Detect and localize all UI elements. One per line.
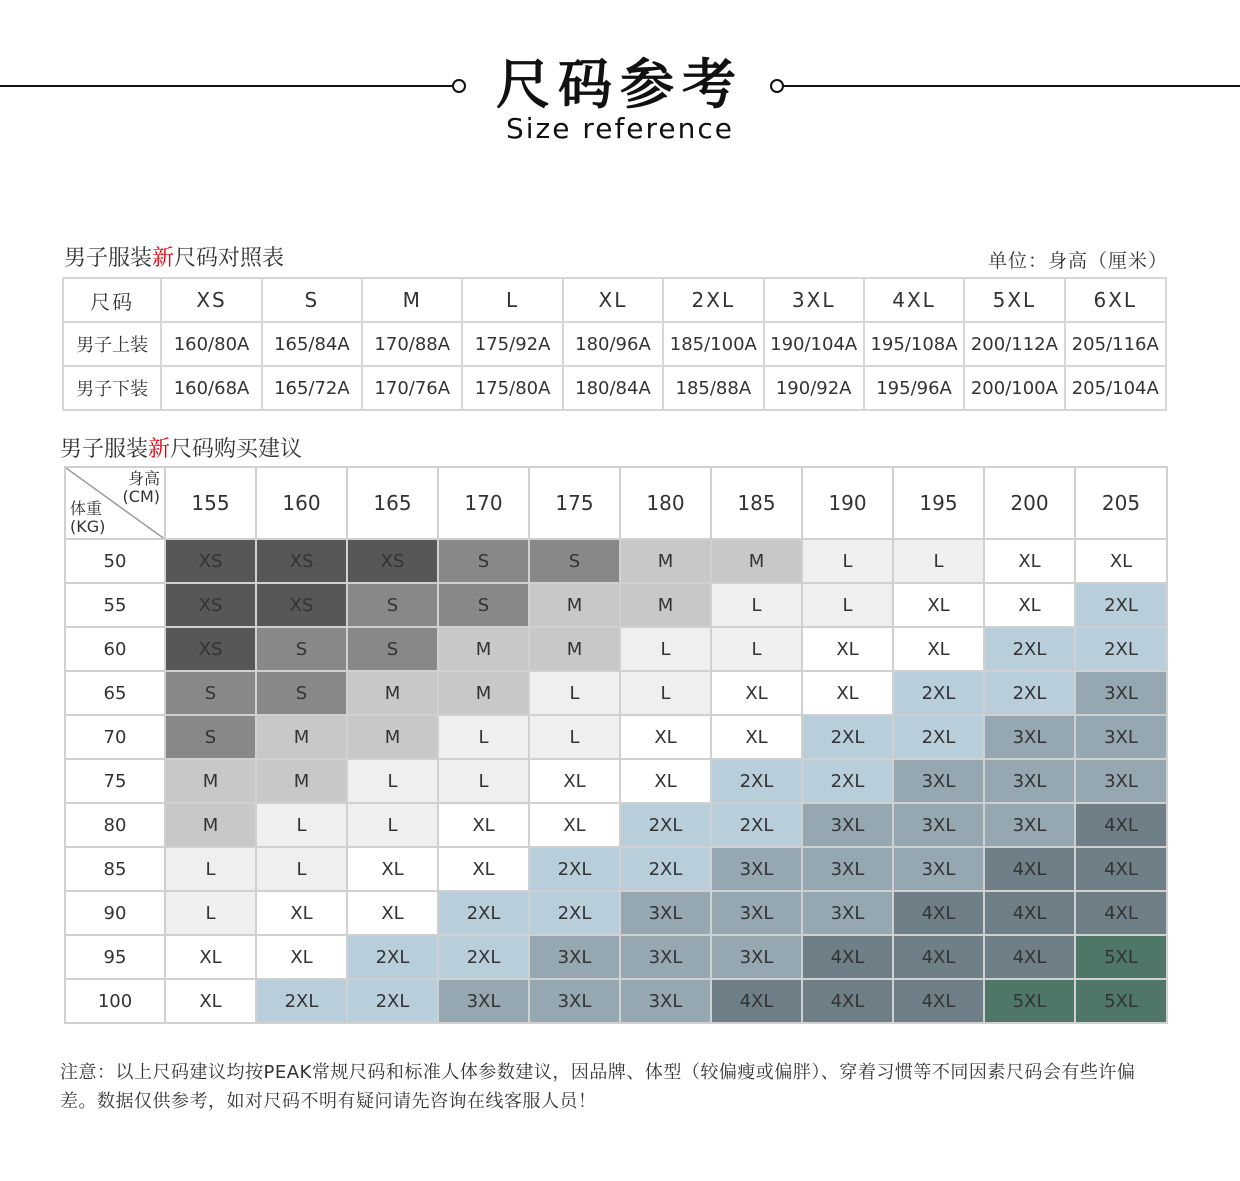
corner-height-unit: (CM) bbox=[122, 487, 160, 506]
size-advice-cell: 3XL bbox=[711, 847, 802, 891]
weight-row-header: 75 bbox=[65, 759, 165, 803]
size-advice-cell: XL bbox=[893, 583, 984, 627]
weight-row-header: 100 bbox=[65, 979, 165, 1023]
header-left-circle-icon bbox=[452, 79, 466, 93]
size-advice-cell: 2XL bbox=[1075, 583, 1167, 627]
size-advice-cell: 5XL bbox=[984, 979, 1075, 1023]
table-row bbox=[65, 979, 1167, 1023]
size-advice-cell: L bbox=[438, 759, 529, 803]
size-table-title-highlight: 新 bbox=[152, 246, 175, 271]
size-advice-cell: 2XL bbox=[620, 847, 711, 891]
weight-row-header: 95 bbox=[65, 935, 165, 979]
size-advice-cell: 4XL bbox=[984, 891, 1075, 935]
size-advice-cell: L bbox=[711, 583, 802, 627]
size-advice-cell: 3XL bbox=[802, 803, 893, 847]
height-column-header: 165 bbox=[347, 467, 438, 539]
size-advice-cell: 2XL bbox=[1075, 627, 1167, 671]
size-advice-cell: 2XL bbox=[984, 671, 1075, 715]
size-advice-cell: 3XL bbox=[1075, 715, 1167, 759]
advice-table-title-prefix: 男子服装 bbox=[60, 437, 149, 462]
table-cell: 205/116A bbox=[1065, 322, 1166, 366]
size-table-title-prefix: 男子服装 bbox=[64, 246, 153, 271]
size-advice-cell: 2XL bbox=[347, 935, 438, 979]
size-advice-cell: L bbox=[529, 715, 620, 759]
weight-row-header: 70 bbox=[65, 715, 165, 759]
size-advice-cell: L bbox=[347, 803, 438, 847]
size-advice-cell: 3XL bbox=[802, 891, 893, 935]
size-advice-cell: S bbox=[256, 671, 347, 715]
weight-row-header: 80 bbox=[65, 803, 165, 847]
size-advice-cell: L bbox=[256, 847, 347, 891]
size-advice-cell: XL bbox=[256, 935, 347, 979]
size-advice-cell: M bbox=[256, 759, 347, 803]
size-advice-cell: M bbox=[438, 627, 529, 671]
size-advice-cell: M bbox=[165, 759, 256, 803]
size-advice-cell: 5XL bbox=[1075, 935, 1167, 979]
size-advice-cell: XL bbox=[802, 627, 893, 671]
table-row bbox=[65, 627, 1167, 671]
size-advice-cell: 3XL bbox=[711, 935, 802, 979]
corner-height-label-text: 身高 bbox=[127, 469, 160, 488]
table-cell: 170/88A bbox=[362, 322, 462, 366]
height-column-header: 160 bbox=[256, 467, 347, 539]
size-advice-cell: 5XL bbox=[1075, 979, 1167, 1023]
size-advice-cell: 3XL bbox=[620, 979, 711, 1023]
height-header-row bbox=[65, 467, 1167, 539]
table-cell: 200/100A bbox=[964, 366, 1064, 410]
size-advice-cell: L bbox=[256, 803, 347, 847]
table-cell: 195/96A bbox=[864, 366, 964, 410]
size-advice-cell: L bbox=[711, 627, 802, 671]
table-cell: 175/80A bbox=[462, 366, 562, 410]
height-column-header: 185 bbox=[711, 467, 802, 539]
size-advice-cell: L bbox=[893, 539, 984, 583]
size-advice-cell: 2XL bbox=[893, 671, 984, 715]
size-advice-cell: S bbox=[438, 583, 529, 627]
size-advice-cell: 3XL bbox=[438, 979, 529, 1023]
size-advice-cell: XL bbox=[984, 583, 1075, 627]
advice-table-title bbox=[60, 436, 302, 464]
size-advice-table bbox=[64, 466, 1168, 1024]
size-advice-cell: 3XL bbox=[1075, 671, 1167, 715]
table-cell: 180/96A bbox=[563, 322, 663, 366]
size-advice-cell: 2XL bbox=[347, 979, 438, 1023]
size-advice-cell: 3XL bbox=[984, 803, 1075, 847]
size-advice-cell: XS bbox=[165, 627, 256, 671]
table-row bbox=[65, 935, 1167, 979]
size-advice-cell: M bbox=[256, 715, 347, 759]
size-advice-cell: XS bbox=[256, 583, 347, 627]
size-advice-cell: M bbox=[529, 627, 620, 671]
size-advice-cell: 3XL bbox=[620, 935, 711, 979]
size-advice-cell: XL bbox=[620, 759, 711, 803]
size-advice-cell: XL bbox=[620, 715, 711, 759]
table-cell: 200/112A bbox=[964, 322, 1064, 366]
size-advice-cell: M bbox=[165, 803, 256, 847]
size-advice-cell: XL bbox=[529, 803, 620, 847]
table-row bbox=[65, 847, 1167, 891]
size-advice-cell: S bbox=[438, 539, 529, 583]
advice-table-title-highlight: 新 bbox=[148, 437, 171, 462]
page-title: 尺码参考 bbox=[496, 53, 744, 116]
size-advice-cell: M bbox=[620, 539, 711, 583]
size-advice-cell: 4XL bbox=[1075, 803, 1167, 847]
table-cell: 170/76A bbox=[362, 366, 462, 410]
size-column-header: S bbox=[262, 278, 362, 322]
size-advice-cell: 2XL bbox=[802, 759, 893, 803]
size-advice-cell: XS bbox=[347, 539, 438, 583]
page-subtitle: Size reference bbox=[505, 112, 735, 145]
table-row bbox=[65, 759, 1167, 803]
size-column-header: XL bbox=[563, 278, 663, 322]
size-advice-cell: 2XL bbox=[893, 715, 984, 759]
size-advice-cell: L bbox=[165, 847, 256, 891]
header-right-line bbox=[783, 85, 1240, 87]
size-advice-cell: XS bbox=[256, 539, 347, 583]
size-advice-cell: S bbox=[256, 627, 347, 671]
corner-weight-label bbox=[70, 500, 105, 536]
table-row bbox=[65, 891, 1167, 935]
table-cell: 160/80A bbox=[161, 322, 261, 366]
size-advice-cell: XL bbox=[347, 847, 438, 891]
table-cell: 180/84A bbox=[563, 366, 663, 410]
corner-height-label bbox=[123, 470, 160, 506]
table-cell: 190/104A bbox=[764, 322, 864, 366]
weight-row-header: 85 bbox=[65, 847, 165, 891]
size-advice-cell: 4XL bbox=[1075, 847, 1167, 891]
height-column-header: 200 bbox=[984, 467, 1075, 539]
size-table-title-suffix: 尺码对照表 bbox=[174, 246, 285, 271]
size-column-header: 4XL bbox=[864, 278, 964, 322]
size-advice-cell: XS bbox=[165, 583, 256, 627]
size-advice-cell: 4XL bbox=[893, 935, 984, 979]
size-column-header: 3XL bbox=[764, 278, 864, 322]
header-left-line bbox=[0, 85, 452, 87]
size-advice-cell: 3XL bbox=[893, 803, 984, 847]
size-table-header-label: 尺码 bbox=[63, 278, 161, 322]
size-advice-cell: XL bbox=[529, 759, 620, 803]
weight-row-header: 50 bbox=[65, 539, 165, 583]
table-row bbox=[63, 366, 1166, 410]
size-advice-cell: 2XL bbox=[984, 627, 1075, 671]
size-advice-cell: XL bbox=[165, 935, 256, 979]
size-advice-cell: 3XL bbox=[529, 935, 620, 979]
table-row bbox=[65, 715, 1167, 759]
size-advice-cell: 2XL bbox=[529, 847, 620, 891]
size-column-header: L bbox=[462, 278, 562, 322]
unit-label: 单位：身高（厘米） bbox=[987, 250, 1168, 272]
table-cell: 190/92A bbox=[764, 366, 864, 410]
size-advice-cell: XL bbox=[165, 979, 256, 1023]
height-column-header: 195 bbox=[893, 467, 984, 539]
size-advice-cell: XL bbox=[802, 671, 893, 715]
weight-row-header: 55 bbox=[65, 583, 165, 627]
table-cell: 195/108A bbox=[864, 322, 964, 366]
height-column-header: 155 bbox=[165, 467, 256, 539]
size-advice-cell: M bbox=[529, 583, 620, 627]
size-advice-cell: 4XL bbox=[1075, 891, 1167, 935]
size-advice-cell: S bbox=[529, 539, 620, 583]
table-row bbox=[63, 322, 1166, 366]
table-cell: 165/72A bbox=[262, 366, 362, 410]
size-column-header: 5XL bbox=[964, 278, 1064, 322]
size-advice-cell: 4XL bbox=[984, 935, 1075, 979]
size-advice-cell: S bbox=[165, 715, 256, 759]
size-advice-cell: XL bbox=[711, 715, 802, 759]
size-advice-cell: 4XL bbox=[711, 979, 802, 1023]
corner-weight-unit: (KG) bbox=[70, 517, 106, 536]
size-advice-cell: XL bbox=[438, 803, 529, 847]
disclaimer-note: 注意：以上尺码建议均按PEAK常规尺码和标准人体参数建议，因品牌、体型（较偏瘦或偏胖）、穿着习惯等不同因素尺码会有些许偏差。数据仅供参考，如对尺码不明有疑问请先咨询在线客服人员！ bbox=[60, 1062, 1136, 1112]
size-advice-cell: M bbox=[347, 715, 438, 759]
table-cell: 185/100A bbox=[663, 322, 763, 366]
size-advice-cell: 4XL bbox=[893, 891, 984, 935]
size-advice-cell: 3XL bbox=[1075, 759, 1167, 803]
table-row bbox=[65, 583, 1167, 627]
height-column-header: 205 bbox=[1075, 467, 1167, 539]
size-advice-cell: 2XL bbox=[711, 803, 802, 847]
size-advice-cell: S bbox=[347, 627, 438, 671]
table-cell: 205/104A bbox=[1065, 366, 1166, 410]
size-advice-cell: 2XL bbox=[711, 759, 802, 803]
size-advice-cell: M bbox=[438, 671, 529, 715]
size-advice-cell: 4XL bbox=[984, 847, 1075, 891]
size-advice-cell: L bbox=[529, 671, 620, 715]
size-advice-cell: 4XL bbox=[802, 979, 893, 1023]
size-advice-cell: L bbox=[347, 759, 438, 803]
corner-weight-label-text: 体重 bbox=[70, 499, 103, 518]
height-column-header: 170 bbox=[438, 467, 529, 539]
size-advice-cell: XL bbox=[1075, 539, 1167, 583]
size-column-header: 2XL bbox=[663, 278, 763, 322]
size-advice-cell: 2XL bbox=[256, 979, 347, 1023]
table-cell: 175/92A bbox=[462, 322, 562, 366]
size-advice-cell: XL bbox=[347, 891, 438, 935]
size-advice-cell: XL bbox=[256, 891, 347, 935]
row-label: 男子上装 bbox=[63, 322, 161, 366]
size-advice-cell: L bbox=[438, 715, 529, 759]
size-advice-cell: S bbox=[347, 583, 438, 627]
size-advice-cell: M bbox=[711, 539, 802, 583]
table-cell: 165/84A bbox=[262, 322, 362, 366]
size-advice-cell: L bbox=[620, 671, 711, 715]
size-advice-cell: 4XL bbox=[893, 979, 984, 1023]
table-row bbox=[65, 671, 1167, 715]
size-advice-cell: XL bbox=[711, 671, 802, 715]
size-advice-cell: XL bbox=[893, 627, 984, 671]
table-corner-header bbox=[65, 467, 165, 539]
size-column-header: M bbox=[362, 278, 462, 322]
size-column-header: 6XL bbox=[1065, 278, 1166, 322]
size-advice-cell: 3XL bbox=[893, 847, 984, 891]
size-table-title bbox=[64, 245, 284, 273]
size-advice-cell: 2XL bbox=[529, 891, 620, 935]
table-row bbox=[65, 539, 1167, 583]
table-cell: 185/88A bbox=[663, 366, 763, 410]
size-advice-cell: L bbox=[802, 583, 893, 627]
size-advice-cell: 3XL bbox=[802, 847, 893, 891]
height-column-header: 180 bbox=[620, 467, 711, 539]
size-advice-cell: M bbox=[347, 671, 438, 715]
size-advice-cell: 3XL bbox=[984, 715, 1075, 759]
height-column-header: 175 bbox=[529, 467, 620, 539]
size-advice-cell: XL bbox=[984, 539, 1075, 583]
size-advice-cell: 3XL bbox=[711, 891, 802, 935]
size-advice-cell: 2XL bbox=[438, 935, 529, 979]
weight-row-header: 60 bbox=[65, 627, 165, 671]
size-advice-cell: 2XL bbox=[620, 803, 711, 847]
size-advice-cell: L bbox=[620, 627, 711, 671]
size-advice-cell: L bbox=[802, 539, 893, 583]
weight-row-header: 90 bbox=[65, 891, 165, 935]
weight-row-header: 65 bbox=[65, 671, 165, 715]
size-advice-cell: XS bbox=[165, 539, 256, 583]
row-label: 男子下装 bbox=[63, 366, 161, 410]
header-right-circle-icon bbox=[770, 79, 784, 93]
size-advice-cell: 3XL bbox=[620, 891, 711, 935]
size-advice-cell: 3XL bbox=[893, 759, 984, 803]
size-advice-cell: S bbox=[165, 671, 256, 715]
size-advice-cell: 4XL bbox=[802, 935, 893, 979]
size-advice-cell: XL bbox=[438, 847, 529, 891]
size-advice-cell: 3XL bbox=[984, 759, 1075, 803]
size-advice-cell: M bbox=[620, 583, 711, 627]
size-advice-cell: 2XL bbox=[802, 715, 893, 759]
height-column-header: 190 bbox=[802, 467, 893, 539]
advice-table-title-suffix: 尺码购买建议 bbox=[170, 437, 303, 462]
table-row bbox=[65, 803, 1167, 847]
size-advice-cell: L bbox=[165, 891, 256, 935]
size-comparison-table bbox=[62, 277, 1167, 411]
size-table-header-row bbox=[63, 278, 1166, 322]
size-advice-cell: 3XL bbox=[529, 979, 620, 1023]
size-column-header: XS bbox=[161, 278, 261, 322]
table-cell: 160/68A bbox=[161, 366, 261, 410]
size-advice-cell: 2XL bbox=[438, 891, 529, 935]
